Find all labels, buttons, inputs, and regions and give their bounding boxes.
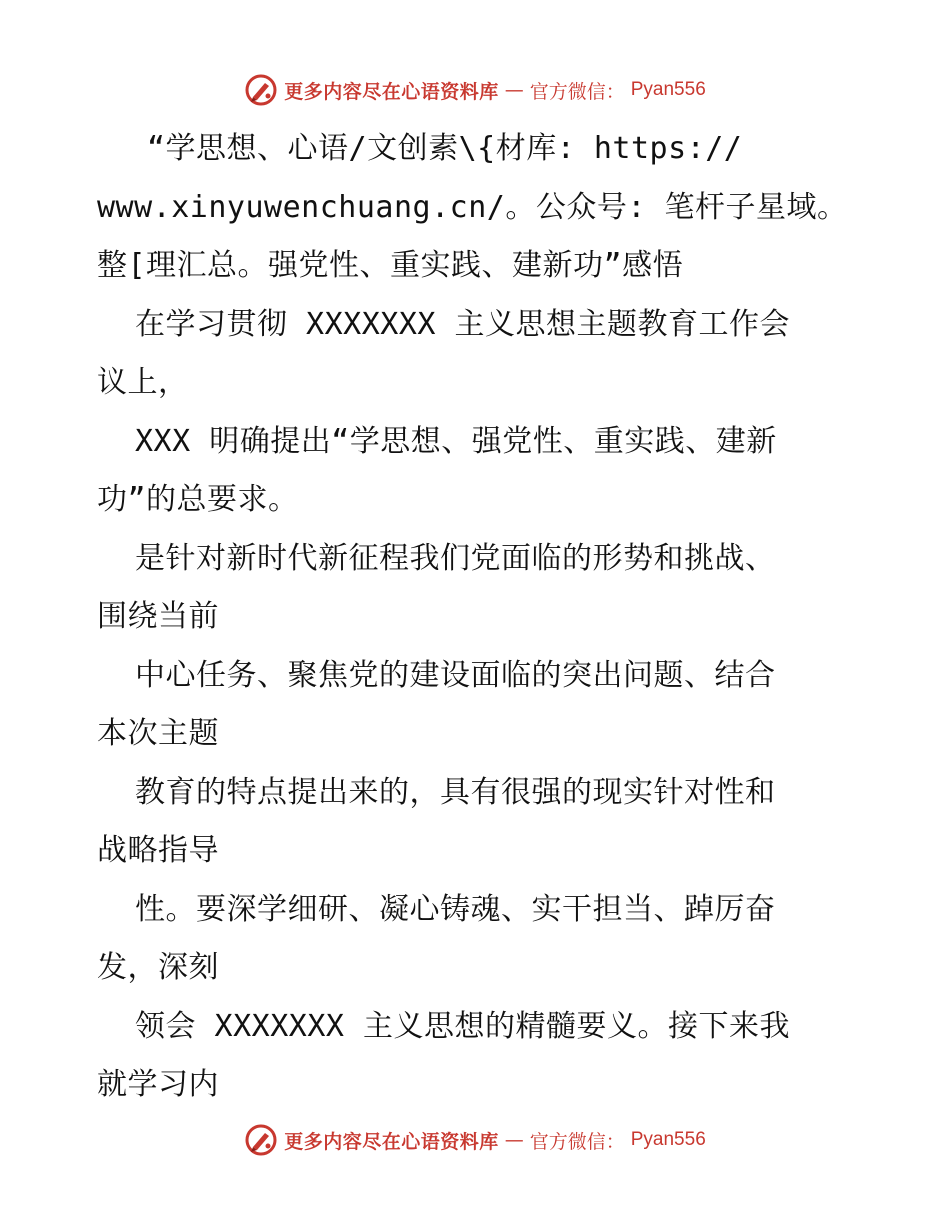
banner-dash: — <box>504 79 524 101</box>
text-line: 领会 XXXXXXX 主义思想的精髓要义。接下来我 <box>135 1008 791 1044</box>
pen-logo-icon <box>244 73 278 107</box>
wechat-label: 官方微信： <box>529 1130 625 1153</box>
wechat-id: Pyan556 <box>630 79 706 100</box>
text-line: 性。要深学细研、凝心铸魂、实干担当、踔厉奋 <box>135 891 776 927</box>
text-line: 本次主题 <box>97 716 219 751</box>
text-line: 中心任务、聚焦党的建设面临的突出问题、结合 <box>135 657 776 693</box>
wechat-id: Pyan556 <box>630 1129 706 1150</box>
text-line: “学思想、心语/文创素\{材库: https:// <box>147 131 743 166</box>
banner-dash: — <box>504 1129 524 1151</box>
body-text <box>97 120 857 1115</box>
footer-banner <box>0 1120 950 1160</box>
text-line: 发，深刻 <box>97 950 219 985</box>
pen-logo-icon <box>244 1123 278 1157</box>
promo-text: 更多内容尽在心语资料库 <box>284 80 499 103</box>
text-line: 战略指导 <box>97 833 219 868</box>
text-line: 是针对新时代新征程我们党面临的形势和挑战、 <box>135 540 776 576</box>
text-line: 议上， <box>97 365 189 400</box>
text-line: 教育的特点提出来的，具有很强的现实针对性和 <box>135 774 776 810</box>
text-line: 就学习内 <box>97 1067 219 1102</box>
text-line: 在学习贯彻 XXXXXXX 主义思想主题教育工作会 <box>135 306 791 342</box>
wechat-label: 官方微信： <box>529 80 625 103</box>
text-line: 整[理汇总。强党性、重实践、建新功”感悟 <box>97 248 684 283</box>
text-line: XXX 明确提出“学思想、强党性、重实践、建新 <box>135 423 777 459</box>
text-line: www.xinyuwenchuang.cn/。公众号: 笔杆子星域。 <box>97 189 848 225</box>
text-line: 功”的总要求。 <box>97 482 299 517</box>
header-banner <box>0 70 950 110</box>
promo-text: 更多内容尽在心语资料库 <box>284 1130 499 1153</box>
text-line: 围绕当前 <box>97 599 219 634</box>
